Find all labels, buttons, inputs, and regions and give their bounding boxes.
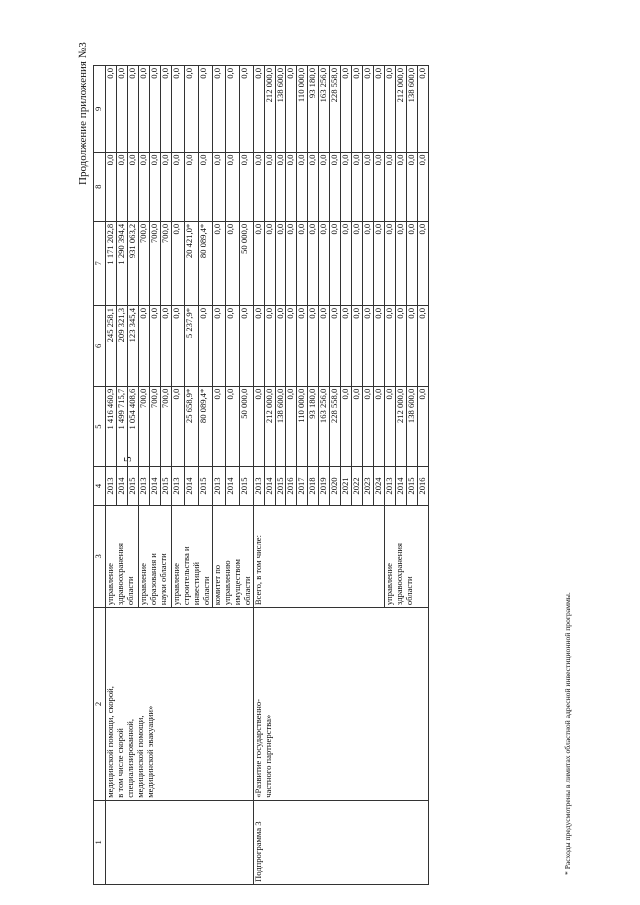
executor-cell-line: имуществом [231,559,242,606]
regional-cell: 0,0 [264,221,275,305]
federal-cell: 0,0 [341,305,352,386]
total-cell: 0,0 [374,386,385,467]
column-number-row [94,66,106,885]
regional-cell: 0,0 [297,221,308,305]
regional-cell: 50 000,0 [239,221,253,305]
total-cell: 50 000,0 [239,386,253,467]
program-cell: Подпрограмма 3 [253,800,429,884]
federal-cell: 245 258,1 [106,305,117,386]
executor-cell-line: управление [105,563,115,606]
regional-cell: 0,0 [407,221,418,305]
executor-cell [171,505,212,608]
executor-cell [385,505,429,608]
municipal-cell: 0,0 [341,152,352,221]
extrabudget-cell: 0,0 [212,66,226,153]
federal-cell: 0,0 [297,305,308,386]
year-cell: 2021 [341,467,352,505]
year-cell: 2015 [407,467,418,505]
total-cell: 25 658,9* [185,386,199,467]
municipal-cell: 0,0 [407,152,418,221]
year-cell: 2020 [330,467,341,505]
federal-cell: 0,0 [212,305,226,386]
municipal-cell: 0,0 [396,152,407,221]
program-title-line: специализированной, [124,719,135,798]
executor-cell-line: области [124,576,135,606]
total-cell: 0,0 [341,386,352,467]
regional-cell: 0,0 [275,221,286,305]
municipal-cell: 0,0 [127,152,138,221]
program-title-line: медицинской эвакуации» [144,705,155,798]
regional-cell: 700,0 [138,221,149,305]
total-cell: 0,0 [226,386,240,467]
federal-cell: 0,0 [171,305,185,386]
extrabudget-cell: 110 000,0 [297,66,308,153]
regional-cell: 0,0 [330,221,341,305]
table-row [106,66,117,885]
extrabudget-cell: 0,0 [199,66,213,153]
year-cell: 2015 [239,467,253,505]
column-number: 7 [94,221,106,305]
year-cell: 2014 [149,467,160,505]
program-title-line: в том числе скорой [114,728,125,798]
column-number: 6 [94,305,106,386]
municipal-cell: 0,0 [297,152,308,221]
executor-cell-line: комитет по [211,564,222,606]
table-row [253,66,264,885]
total-cell: 110 000,0 [297,386,308,467]
federal-cell: 0,0 [319,305,330,386]
extrabudget-cell: 0,0 [363,66,374,153]
municipal-cell: 0,0 [275,152,286,221]
total-cell: 0,0 [286,386,297,467]
federal-cell: 0,0 [396,305,407,386]
year-cell: 2013 [171,467,185,505]
municipal-cell: 0,0 [308,152,319,221]
program-title-line: медицинской помощи, скорой, [105,686,115,798]
federal-cell: 0,0 [418,305,429,386]
extrabudget-cell: 0,0 [341,66,352,153]
regional-cell: 0,0 [396,221,407,305]
total-cell: 93 180,0 [308,386,319,467]
total-cell: 1 054 408,6 [127,386,138,467]
extrabudget-cell: 228 558,0 [330,66,341,153]
total-cell: 700,0 [138,386,149,467]
extrabudget-cell: 0,0 [418,66,429,153]
regional-cell: 931 063,2 [127,221,138,305]
page-number: 5 [122,456,134,462]
regional-cell: 0,0 [308,221,319,305]
regional-cell: 0,0 [226,221,240,305]
executor-cell-line: управление [170,563,181,606]
continuation-title: Продолжение приложения №3 [77,42,89,185]
municipal-cell: 0,0 [352,152,363,221]
executor-cell-line: области [404,576,415,606]
program-title [106,608,254,801]
extrabudget-cell: 0,0 [185,66,199,153]
executor-cell-line: области [241,576,252,606]
year-cell: 2014 [185,467,199,505]
extrabudget-cell: 138 600,0 [275,66,286,153]
column-number: 9 [94,66,106,153]
municipal-cell: 0,0 [374,152,385,221]
column-number: 4 [94,467,106,505]
executor-cell-line: управление [384,563,395,606]
municipal-cell: 0,0 [199,152,213,221]
regional-cell: 0,0 [418,221,429,305]
extrabudget-cell: 0,0 [171,66,185,153]
year-cell: 2022 [352,467,363,505]
year-cell: 2013 [106,467,117,505]
total-cell: 228 558,0 [330,386,341,467]
year-cell: 2016 [418,467,429,505]
total-cell: 80 089,4* [199,386,213,467]
regional-cell: 0,0 [352,221,363,305]
executor-cell-line: науки области [157,553,168,606]
year-cell: 2024 [374,467,385,505]
year-cell: 2014 [226,467,240,505]
executor-cell [138,505,171,608]
municipal-cell: 0,0 [385,152,396,221]
total-cell: 0,0 [253,386,264,467]
extrabudget-cell: 0,0 [138,66,149,153]
executor-cell [212,505,253,608]
total-cell: 212 000,0 [396,386,407,467]
municipal-cell: 0,0 [363,152,374,221]
regional-cell: 0,0 [253,221,264,305]
year-cell: 2013 [253,467,264,505]
federal-cell: 0,0 [352,305,363,386]
regional-cell: 0,0 [171,221,185,305]
executor-cell-line: здравоохранения [114,543,125,606]
federal-cell: 123 345,4 [127,305,138,386]
footnote: * Расходы предусмотрены в лимитах областной адресной инвестиционной программы. [563,592,572,875]
federal-cell: 0,0 [286,305,297,386]
executor-cell-line: инвестиций [190,561,201,606]
extrabudget-cell: 0,0 [239,66,253,153]
municipal-cell: 0,0 [319,152,330,221]
executor-cell-line: здравоохранения [394,543,405,606]
year-cell: 2013 [385,467,396,505]
total-cell: 0,0 [385,386,396,467]
regional-cell: 1 171 202,8 [106,221,117,305]
extrabudget-cell: 0,0 [374,66,385,153]
total-cell: 700,0 [160,386,171,467]
extrabudget-cell: 212 000,0 [396,66,407,153]
executor-cell-line: образования и [147,553,158,606]
executor-cell-line: управление [137,563,148,606]
program-title-line: медицинской помощи, [134,715,145,798]
year-cell: 2013 [138,467,149,505]
total-cell: 163 256,0 [319,386,330,467]
regional-cell: 80 089,4* [199,221,213,305]
municipal-cell: 0,0 [264,152,275,221]
year-cell: 2015 [127,467,138,505]
regional-cell: 700,0 [149,221,160,305]
extrabudget-cell: 93 180,0 [308,66,319,153]
federal-cell: 0,0 [264,305,275,386]
federal-cell: 0,0 [253,305,264,386]
municipal-cell: 0,0 [185,152,199,221]
federal-cell: 0,0 [308,305,319,386]
executor-cell [106,505,139,608]
total-cell: 0,0 [363,386,374,467]
municipal-cell: 0,0 [149,152,160,221]
federal-cell: 5 237,9* [185,305,199,386]
extrabudget-cell: 0,0 [286,66,297,153]
regional-cell: 0,0 [212,221,226,305]
municipal-cell: 0,0 [106,152,117,221]
regional-cell: 0,0 [385,221,396,305]
municipal-cell: 0,0 [226,152,240,221]
year-cell: 2014 [116,467,127,505]
extrabudget-cell: 0,0 [253,66,264,153]
extrabudget-cell: 138 600,0 [407,66,418,153]
year-cell: 2015 [275,467,286,505]
federal-cell: 0,0 [374,305,385,386]
federal-cell: 0,0 [239,305,253,386]
regional-cell: 1 290 394,4 [116,221,127,305]
municipal-cell: 0,0 [212,152,226,221]
municipal-cell: 0,0 [171,152,185,221]
total-cell: 0,0 [352,386,363,467]
column-number: 8 [94,152,106,221]
executor-cell-line: области [200,576,211,606]
column-number: 3 [94,505,106,608]
regional-cell: 700,0 [160,221,171,305]
total-cell: 700,0 [149,386,160,467]
extrabudget-cell: 212 000,0 [264,66,275,153]
federal-cell: 0,0 [199,305,213,386]
year-cell: 2014 [264,467,275,505]
extrabudget-cell: 163 256,0 [319,66,330,153]
regional-cell: 0,0 [341,221,352,305]
executor-cell-line: управлению [221,560,232,606]
total-cell: 138 600,0 [275,386,286,467]
federal-cell: 0,0 [226,305,240,386]
extrabudget-cell: 0,0 [226,66,240,153]
federal-cell: 0,0 [160,305,171,386]
regional-cell: 0,0 [374,221,385,305]
federal-cell: 0,0 [385,305,396,386]
column-number: 2 [94,608,106,801]
municipal-cell: 0,0 [418,152,429,221]
total-cell: 138 600,0 [407,386,418,467]
year-cell: 2018 [308,467,319,505]
extrabudget-cell: 0,0 [116,66,127,153]
executor-cell-line: строительства и [180,546,191,606]
program-title-line: частного партнерства» [262,714,273,798]
regional-cell: 0,0 [363,221,374,305]
total-cell: 0,0 [418,386,429,467]
extrabudget-cell: 0,0 [160,66,171,153]
federal-cell: 0,0 [138,305,149,386]
federal-cell: 0,0 [149,305,160,386]
regional-cell: 0,0 [319,221,330,305]
year-cell: 2015 [160,467,171,505]
federal-cell: 0,0 [407,305,418,386]
column-number: 1 [94,800,106,884]
municipal-cell: 0,0 [330,152,341,221]
extrabudget-cell: 0,0 [149,66,160,153]
year-cell: 2017 [297,467,308,505]
municipal-cell: 0,0 [138,152,149,221]
program-title-line: «Развитие государственно- [252,699,263,798]
program-title [253,608,429,801]
total-cell: 0,0 [171,386,185,467]
extrabudget-cell: 0,0 [352,66,363,153]
total-cell: 212 000,0 [264,386,275,467]
extrabudget-cell: 0,0 [385,66,396,153]
federal-cell: 0,0 [275,305,286,386]
year-cell: 2019 [319,467,330,505]
year-cell: 2014 [396,467,407,505]
executor-cell-line: Всего, в том числе: [252,535,263,606]
municipal-cell: 0,0 [116,152,127,221]
year-cell: 2016 [286,467,297,505]
regional-cell: 0,0 [286,221,297,305]
municipal-cell: 0,0 [239,152,253,221]
extrabudget-cell: 0,0 [106,66,117,153]
federal-cell: 209 321,3 [116,305,127,386]
regional-cell: 20 421,0* [185,221,199,305]
column-number: 5 [94,386,106,467]
program-cell [106,800,254,884]
total-cell: 1 416 460,9 [106,386,117,467]
year-cell: 2013 [212,467,226,505]
funding-table [93,65,429,885]
municipal-cell: 0,0 [286,152,297,221]
year-cell: 2015 [199,467,213,505]
municipal-cell: 0,0 [253,152,264,221]
executor-cell [253,505,385,608]
extrabudget-cell: 0,0 [127,66,138,153]
total-cell: 0,0 [212,386,226,467]
total-cell: 1 499 715,7 [116,386,127,467]
federal-cell: 0,0 [330,305,341,386]
municipal-cell: 0,0 [160,152,171,221]
year-cell: 2023 [363,467,374,505]
federal-cell: 0,0 [363,305,374,386]
